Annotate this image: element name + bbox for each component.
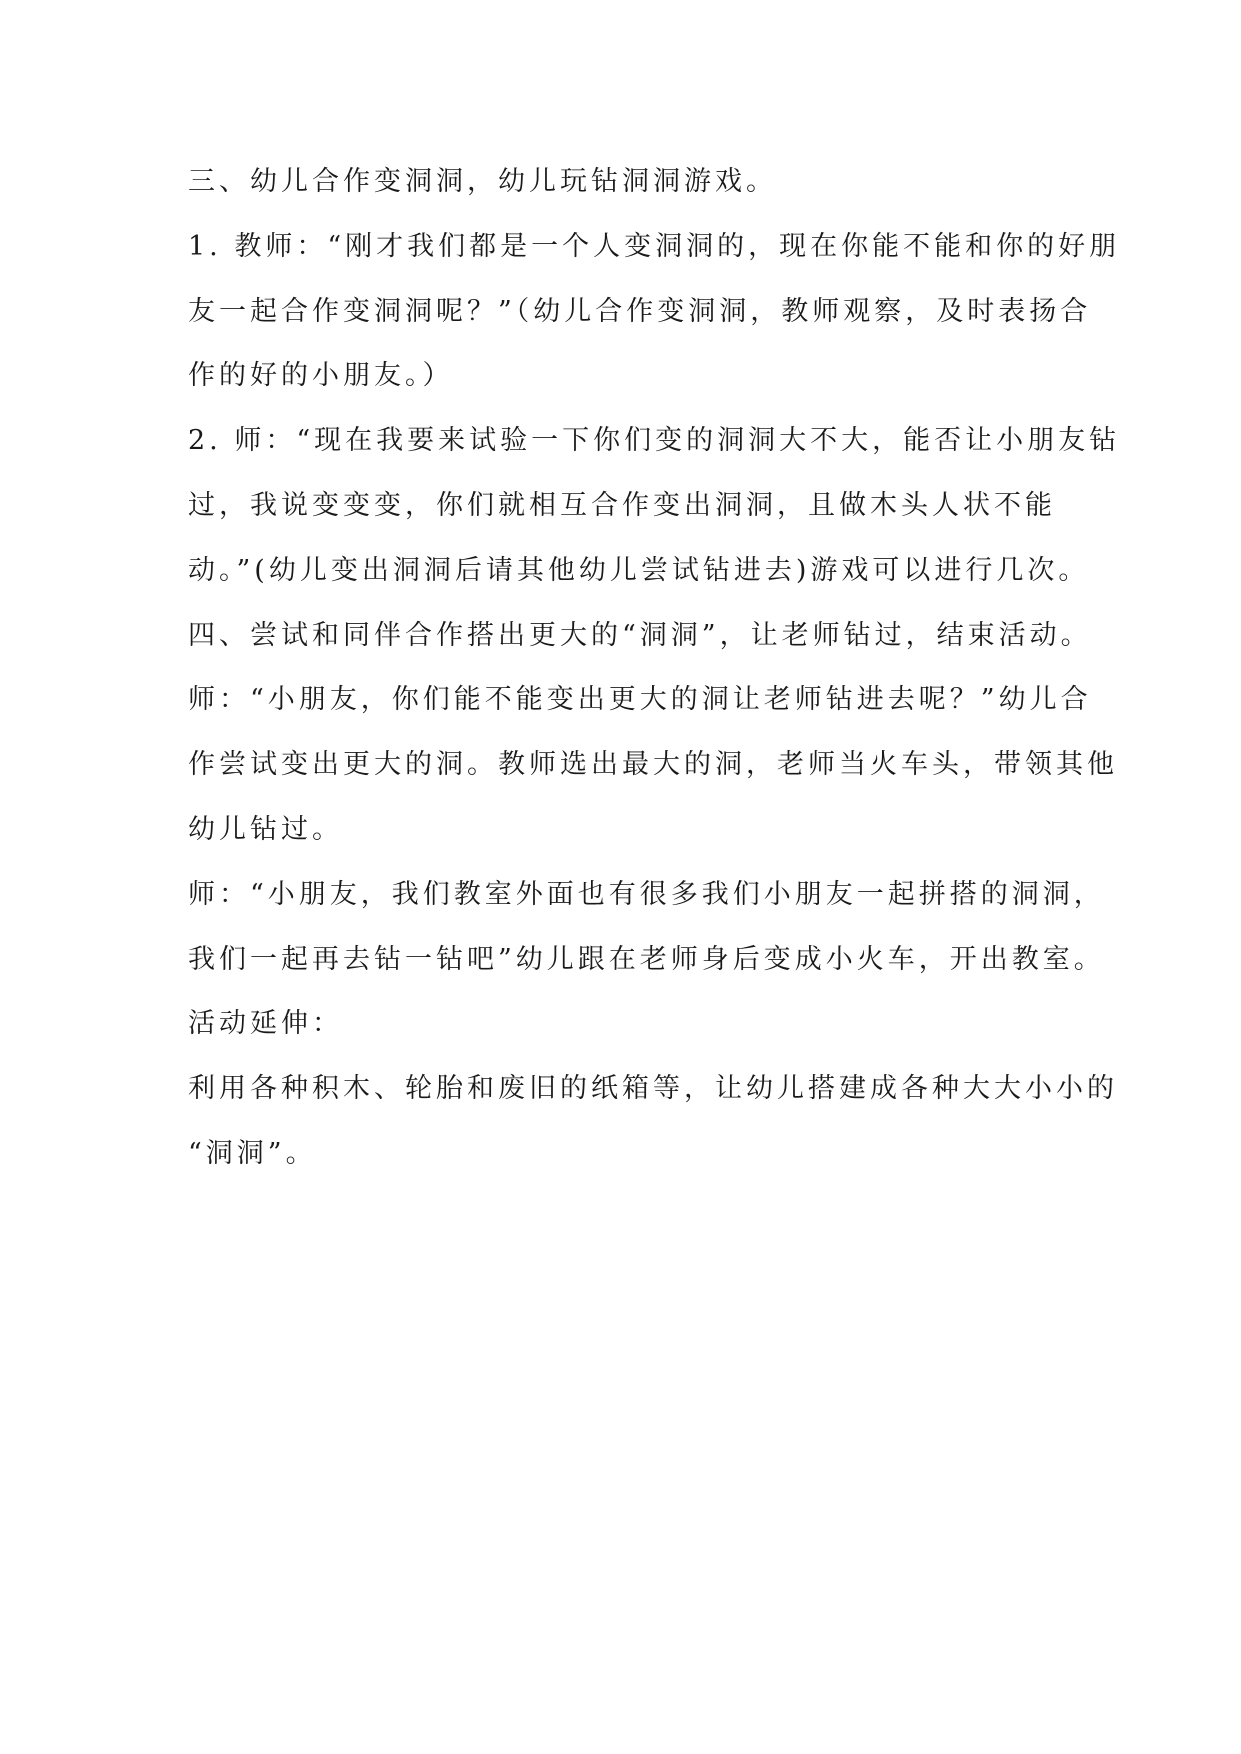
- paragraph-line: 1. 教师：“刚才我们都是一个人变洞洞的，现在你能不能和你的好朋: [188, 230, 1121, 262]
- paragraph-line: 友一起合作变洞洞呢？”（幼儿合作变洞洞，教师观察，及时表扬合: [188, 295, 1092, 327]
- paragraph-line: 作尝试变出更大的洞。教师选出最大的洞，老师当火车头，带领其他: [188, 749, 1118, 781]
- paragraph-line: 我们一起再去钻一钻吧”幼儿跟在老师身后变成小火车，开出教室。: [188, 943, 1105, 975]
- paragraph-line: 过，我说变变变，你们就相互合作变出洞洞，且做木头人状不能: [188, 489, 1056, 521]
- paragraph-line: 师：“小朋友，我们教室外面也有很多我们小朋友一起拼搭的洞洞，: [188, 878, 1105, 910]
- paragraph-line: 2. 师：“现在我要来试验一下你们变的洞洞大不大，能否让小朋友钻: [188, 425, 1121, 457]
- paragraph-line: “洞洞”。: [188, 1137, 317, 1169]
- paragraph-line: 幼儿钻过。: [188, 813, 343, 845]
- extension-heading: 活动延伸：: [188, 1008, 343, 1040]
- document-body: [188, 158, 1121, 1195]
- paragraph-line: 动。”(幼儿变出洞洞后请其他幼儿尝试钻进去)游戏可以进行几次。: [188, 554, 1090, 586]
- paragraph-line: 师：“小朋友，你们能不能变出更大的洞让老师钻进去呢？”幼儿合: [188, 684, 1092, 716]
- section-heading-4: 四、尝试和同伴合作搭出更大的“洞洞”，让老师钻过，结束活动。: [188, 619, 1092, 651]
- section-heading-3: 三、幼儿合作变洞洞，幼儿玩钻洞洞游戏。: [188, 166, 777, 197]
- paragraph-line: 作的好的小朋友。）: [188, 360, 454, 392]
- paragraph-line: 利用各种积木、轮胎和废旧的纸箱等，让幼儿搭建成各种大大小小的: [188, 1073, 1118, 1105]
